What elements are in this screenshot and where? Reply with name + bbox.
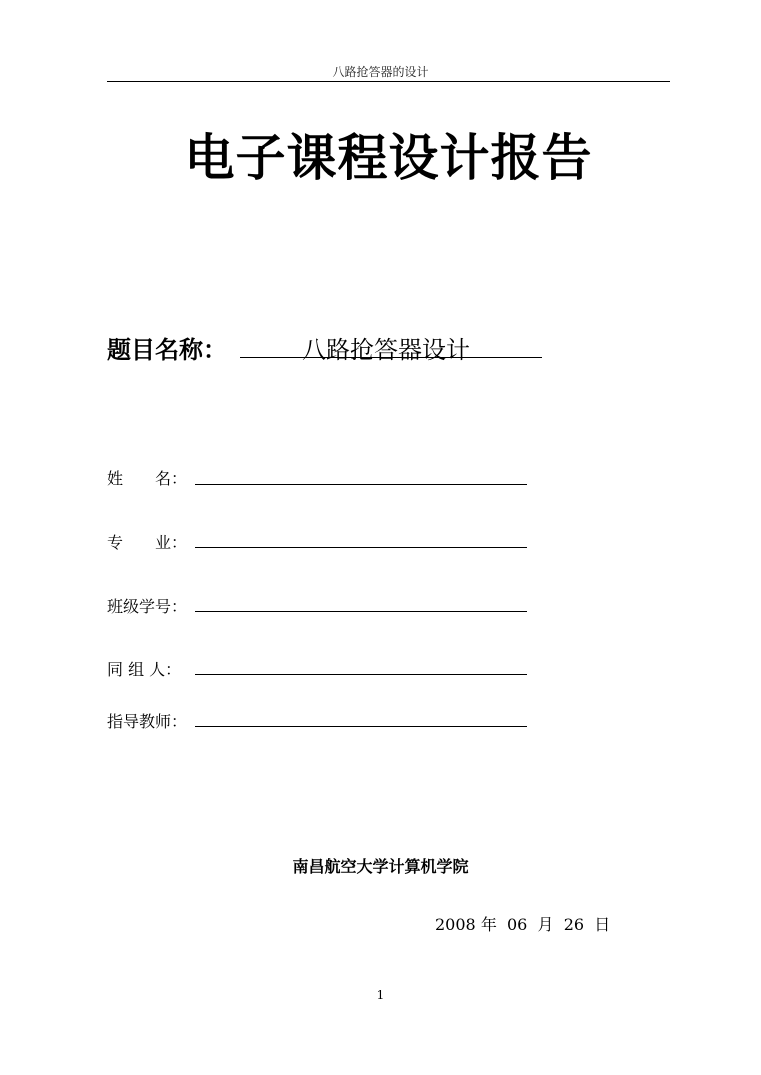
field-line-class-id: [195, 610, 527, 612]
date-year-unit: 年: [480, 915, 497, 934]
topic-label: 题目名称：: [107, 335, 227, 364]
field-label-teammates: 同 组 人：: [107, 660, 182, 679]
topic-value: 八路抢答器设计: [240, 330, 542, 358]
field-line-major: [195, 546, 527, 548]
date-year: 2008: [435, 915, 476, 934]
field-line-name: [195, 483, 527, 485]
date-day-unit: 日: [594, 915, 611, 934]
field-line-advisor: [195, 725, 527, 727]
date-day: 26: [563, 915, 585, 934]
date-month: 06: [507, 915, 528, 934]
date-line: [435, 912, 610, 935]
field-label-class-id: 班级学号：: [107, 597, 188, 616]
date-month-unit: 月: [537, 915, 554, 934]
field-label-name: 姓 名：: [107, 469, 188, 488]
page-number: 1: [376, 988, 385, 1002]
header-rule: [107, 81, 670, 82]
field-label-advisor: 指导教师：: [107, 712, 188, 731]
field-line-teammates: [195, 673, 527, 675]
college-name: 南昌航空大学计算机学院: [292, 857, 469, 876]
document-title: 电子课程设计报告: [184, 129, 593, 187]
running-header: 八路抢答器的设计: [332, 65, 429, 79]
field-label-major: 专 业：: [107, 533, 188, 552]
